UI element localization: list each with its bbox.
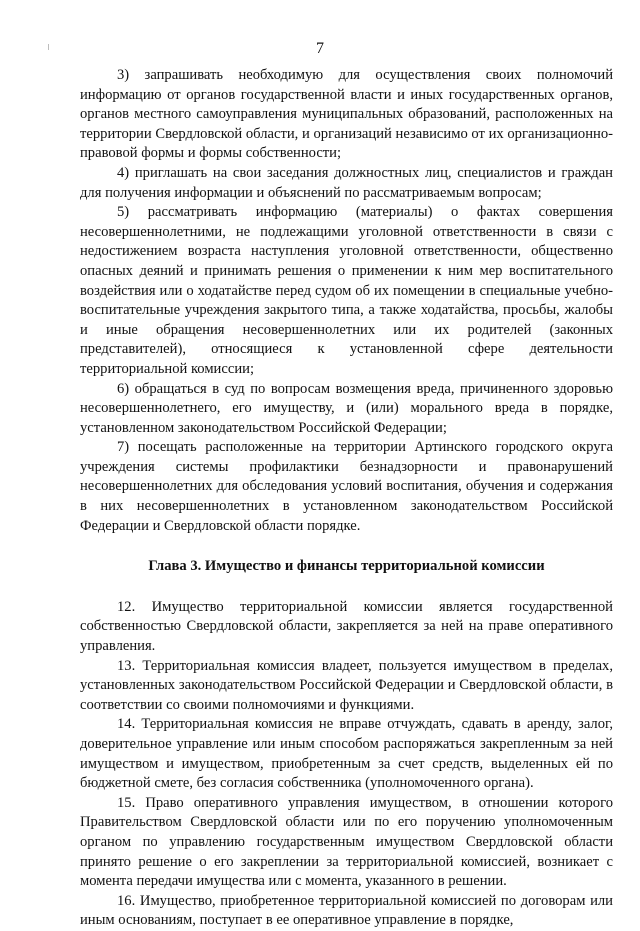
clause-12: 12. Имущество территориальной комиссии является государственной собственностью Свердловской области, закрепляется за ней на праве оперативного управления. <box>80 598 613 655</box>
document-body <box>80 66 613 931</box>
clause-15: 15. Право оперативного управления имуществом, в отношении которого Правительством Свердловской области или по его поручению уполномоченным органом по управлению государственным имуществом Свердловской области принято решение о его закреплении за территориальной комиссией, возникает с момента передачи имущества или с момента, указанного в решении. <box>80 794 613 890</box>
list-item-3: 3) запрашивать необходимую для осуществления своих полномочий информацию от органов государственной власти и иных государственных органов, органов местного самоуправления муниципальных образований, расположенных на территории Свердловской области, и организаций независимо от их организационно-правовой формы и формы собственности; <box>80 67 613 162</box>
list-item-5: 5) рассматривать информацию (материалы) о фактах совершения несовершеннолетними, не подлежащими уголовной ответственности в связи с недостижением возраста наступления уголовной ответственности, общественно опасных деяний и принимать решения о применении к ним мер воспитательного воздействия или о ходатайстве перед судом об их помещении в специальные учебно-воспитательные учреждения закрытого типа, а также ходатайства, просьбы, жалобы и иные обращения несовершеннолетних или их родителей (законных представителей), относящиеся к установленной сфере деятельности территориальной комиссии; <box>80 204 613 377</box>
chapter-heading: Глава 3. Имущество и финансы территориальной комиссии <box>148 558 545 575</box>
list-item-4: 4) приглашать на свои заседания должностных лиц, специалистов и граждан для получения информации и объяснений по рассматриваемым вопросам; <box>80 164 613 201</box>
list-item-7: 7) посещать расположенные на территории Артинского городского округа учреждения системы профилактики безнадзорности и правонарушений несовершеннолетних для обследования условий воспитания, обучения и содержания в них несовершеннолетних в установленном законодательством Российской Федерации и Свердловской области порядке. <box>80 439 613 534</box>
page-number: 7 <box>316 40 324 57</box>
clause-13: 13. Территориальная комиссия владеет, пользуется имуществом в пределах, установленных законодательством Российской Федерации и Свердловской области, в соответствии со своими полномочиями и функциями. <box>80 657 613 713</box>
list-item-6: 6) обращаться в суд по вопросам возмещения вреда, причиненного здоровью несовершеннолетнего, его имуществу, и (или) морального вреда в порядке, установленном законодательством Российской Федерации; <box>80 380 613 436</box>
clause-14: 14. Территориальная комиссия не вправе отчуждать, сдавать в аренду, залог, доверительное управление или иным способом распоряжаться закрепленным за ней имуществом и имуществом, приобретенным за счет средств, выделенных ей по бюджетной смете, без согласия собственника (уполномоченного органа). <box>80 716 613 792</box>
clause-16: 16. Имущество, приобретенное территориальной комиссией по договорам или иным основаниям, поступает в ее оперативное управление в порядке, <box>80 892 613 929</box>
